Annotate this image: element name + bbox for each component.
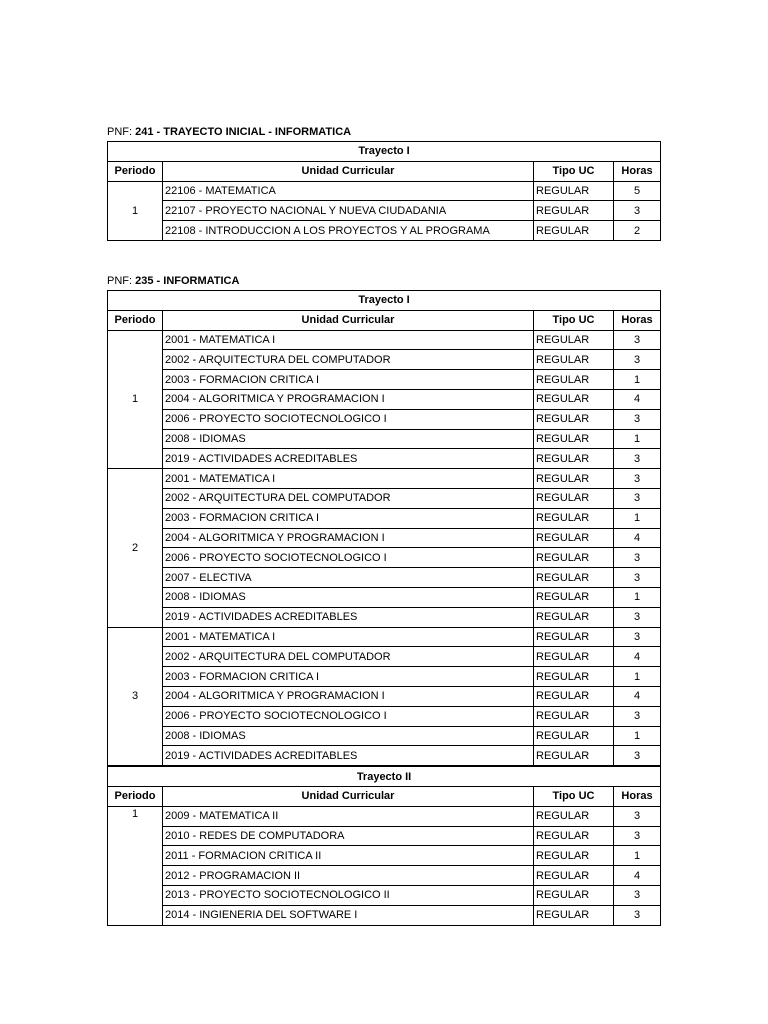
pnf-name: INFORMATICA: [163, 275, 240, 287]
curriculum-table-235: [107, 290, 661, 926]
table-row: [108, 846, 661, 866]
tipo-uc-cell: REGULAR: [534, 587, 614, 607]
unidad-curricular-cell: 2003 - FORMACION CRITICA I: [163, 667, 534, 687]
unidad-curricular-cell: 2001 - MATEMATICA I: [163, 627, 534, 647]
header-unidad-curricular: Unidad Curricular: [163, 310, 534, 330]
unidad-curricular-cell: 2019 - ACTIVIDADES ACREDITABLES: [163, 449, 534, 469]
pnf-code: 241: [135, 126, 154, 138]
horas-cell: 1: [614, 587, 661, 607]
tipo-uc-cell: REGULAR: [534, 389, 614, 409]
table-row: [108, 350, 661, 370]
unidad-curricular-cell: 2019 - ACTIVIDADES ACREDITABLES: [163, 746, 534, 766]
table-row: [108, 866, 661, 886]
periodo-cell: 3: [108, 627, 163, 766]
table-row: [108, 201, 661, 221]
horas-cell: 3: [614, 885, 661, 905]
table-row: [108, 409, 661, 429]
tipo-uc-cell: REGULAR: [534, 350, 614, 370]
table-row: [108, 389, 661, 409]
horas-cell: 1: [614, 667, 661, 687]
unidad-curricular-cell: 2004 - ALGORITMICA Y PROGRAMACION I: [163, 528, 534, 548]
table-row: [108, 449, 661, 469]
tipo-uc-cell: REGULAR: [534, 409, 614, 429]
pnf-caption-241: [107, 125, 351, 139]
tipo-uc-cell: REGULAR: [534, 706, 614, 726]
unidad-curricular-cell: 2003 - FORMACION CRITICA I: [163, 370, 534, 390]
unidad-curricular-cell: 2007 - ELECTIVA: [163, 568, 534, 588]
table-row: [108, 627, 661, 647]
horas-cell: 3: [614, 905, 661, 925]
table-row: [108, 587, 661, 607]
periodo-cell: 2: [108, 469, 163, 627]
unidad-curricular-cell: 22106 - MATEMATICA: [163, 181, 534, 201]
pnf-prefix: PNF:: [107, 275, 136, 287]
tipo-uc-cell: REGULAR: [534, 201, 614, 221]
tipo-uc-cell: REGULAR: [534, 627, 614, 647]
unidad-curricular-cell: 22107 - PROYECTO NACIONAL Y NUEVA CIUDADANIA: [163, 201, 534, 221]
header-periodo: Periodo: [108, 310, 163, 330]
tipo-uc-cell: REGULAR: [534, 826, 614, 846]
pnf-code: 235: [135, 275, 154, 287]
table-row: [108, 508, 661, 528]
table-row: [108, 746, 661, 766]
horas-cell: 3: [614, 409, 661, 429]
tipo-uc-cell: REGULAR: [534, 607, 614, 627]
pnf-name: TRAYECTO INICIAL - INFORMATICA: [163, 126, 352, 138]
unidad-curricular-cell: 2019 - ACTIVIDADES ACREDITABLES: [163, 607, 534, 627]
tipo-uc-cell: REGULAR: [534, 846, 614, 866]
header-tipo-uc: Tipo UC: [534, 310, 614, 330]
horas-cell: 5: [614, 181, 661, 201]
table-row: [108, 885, 661, 905]
unidad-curricular-cell: 2008 - IDIOMAS: [163, 587, 534, 607]
horas-cell: 3: [614, 201, 661, 221]
table-row: [108, 826, 661, 846]
horas-cell: 1: [614, 429, 661, 449]
pnf-prefix: PNF:: [107, 126, 136, 138]
tipo-uc-cell: REGULAR: [534, 181, 614, 201]
unidad-curricular-cell: 2004 - ALGORITMICA Y PROGRAMACION I: [163, 389, 534, 409]
table-row: [108, 667, 661, 687]
unidad-curricular-cell: 2002 - ARQUITECTURA DEL COMPUTADOR: [163, 488, 534, 508]
horas-cell: 3: [614, 548, 661, 568]
horas-cell: 3: [614, 806, 661, 826]
periodo-cell: 1: [108, 181, 163, 240]
tipo-uc-cell: REGULAR: [534, 548, 614, 568]
periodo-cell: 1: [108, 806, 163, 925]
horas-cell: 1: [614, 726, 661, 746]
horas-cell: 3: [614, 488, 661, 508]
horas-cell: 4: [614, 528, 661, 548]
horas-cell: 1: [614, 508, 661, 528]
unidad-curricular-cell: 2001 - MATEMATICA I: [163, 469, 534, 489]
table-row: [108, 370, 661, 390]
header-periodo: Periodo: [108, 786, 163, 806]
table-row: [108, 330, 661, 350]
table-row: [108, 706, 661, 726]
header-unidad-curricular: Unidad Curricular: [163, 786, 534, 806]
horas-cell: 2: [614, 221, 661, 241]
unidad-curricular-cell: 2008 - IDIOMAS: [163, 429, 534, 449]
horas-cell: 3: [614, 706, 661, 726]
horas-cell: 4: [614, 866, 661, 886]
horas-cell: 4: [614, 389, 661, 409]
horas-cell: 1: [614, 846, 661, 866]
tipo-uc-cell: REGULAR: [534, 905, 614, 925]
table-row: [108, 429, 661, 449]
table-row: [108, 607, 661, 627]
tipo-uc-cell: REGULAR: [534, 429, 614, 449]
header-horas: Horas: [614, 786, 661, 806]
trayecto-title-row: [108, 766, 661, 786]
table-row: [108, 647, 661, 667]
tipo-uc-cell: REGULAR: [534, 370, 614, 390]
trayecto-title-row: [108, 142, 661, 162]
table-row: [108, 221, 661, 241]
tipo-uc-cell: REGULAR: [534, 508, 614, 528]
curriculum-table-241: [107, 141, 661, 241]
tipo-uc-cell: REGULAR: [534, 726, 614, 746]
table-row: [108, 469, 661, 489]
table-row: [108, 548, 661, 568]
table-row: [108, 181, 661, 201]
tipo-uc-cell: REGULAR: [534, 686, 614, 706]
periodo-cell: 1: [108, 330, 163, 469]
tipo-uc-cell: REGULAR: [534, 885, 614, 905]
column-header-row: [108, 786, 661, 806]
tipo-uc-cell: REGULAR: [534, 806, 614, 826]
tipo-uc-cell: REGULAR: [534, 330, 614, 350]
horas-cell: 3: [614, 746, 661, 766]
header-horas: Horas: [614, 310, 661, 330]
unidad-curricular-cell: 2006 - PROYECTO SOCIOTECNOLOGICO I: [163, 409, 534, 429]
horas-cell: 4: [614, 647, 661, 667]
tipo-uc-cell: REGULAR: [534, 647, 614, 667]
unidad-curricular-cell: 2006 - PROYECTO SOCIOTECNOLOGICO I: [163, 548, 534, 568]
tipo-uc-cell: REGULAR: [534, 866, 614, 886]
tipo-uc-cell: REGULAR: [534, 449, 614, 469]
tipo-uc-cell: REGULAR: [534, 568, 614, 588]
horas-cell: 1: [614, 370, 661, 390]
tipo-uc-cell: REGULAR: [534, 469, 614, 489]
unidad-curricular-cell: 2004 - ALGORITMICA Y PROGRAMACION I: [163, 686, 534, 706]
tipo-uc-cell: REGULAR: [534, 221, 614, 241]
horas-cell: 4: [614, 686, 661, 706]
header-unidad-curricular: Unidad Curricular: [163, 161, 534, 181]
unidad-curricular-cell: 2008 - IDIOMAS: [163, 726, 534, 746]
horas-cell: 3: [614, 627, 661, 647]
column-header-row: [108, 161, 661, 181]
header-horas: Horas: [614, 161, 661, 181]
trayecto-title: Trayecto I: [108, 291, 661, 311]
unidad-curricular-cell: 2013 - PROYECTO SOCIOTECNOLOGICO II: [163, 885, 534, 905]
header-tipo-uc: Tipo UC: [534, 786, 614, 806]
unidad-curricular-cell: 2014 - INGIENERIA DEL SOFTWARE I: [163, 905, 534, 925]
unidad-curricular-cell: 2011 - FORMACION CRITICA II: [163, 846, 534, 866]
tipo-uc-cell: REGULAR: [534, 488, 614, 508]
horas-cell: 3: [614, 826, 661, 846]
horas-cell: 3: [614, 330, 661, 350]
table-row: [108, 568, 661, 588]
unidad-curricular-cell: 2002 - ARQUITECTURA DEL COMPUTADOR: [163, 350, 534, 370]
pnf-caption-235: [107, 274, 239, 288]
unidad-curricular-cell: 2001 - MATEMATICA I: [163, 330, 534, 350]
tipo-uc-cell: REGULAR: [534, 528, 614, 548]
unidad-curricular-cell: 2012 - PROGRAMACION II: [163, 866, 534, 886]
tipo-uc-cell: REGULAR: [534, 667, 614, 687]
table-row: [108, 528, 661, 548]
unidad-curricular-cell: 2009 - MATEMATICA II: [163, 806, 534, 826]
table-row: [108, 806, 661, 826]
tipo-uc-cell: REGULAR: [534, 746, 614, 766]
unidad-curricular-cell: 22108 - INTRODUCCION A LOS PROYECTOS Y AL PROGRAMA: [163, 221, 534, 241]
header-periodo: Periodo: [108, 161, 163, 181]
trayecto-title: Trayecto II: [108, 766, 661, 786]
header-tipo-uc: Tipo UC: [534, 161, 614, 181]
pnf-sep: -: [153, 126, 164, 138]
unidad-curricular-cell: 2002 - ARQUITECTURA DEL COMPUTADOR: [163, 647, 534, 667]
unidad-curricular-cell: 2010 - REDES DE COMPUTADORA: [163, 826, 534, 846]
horas-cell: 3: [614, 469, 661, 489]
trayecto-title-row: [108, 291, 661, 311]
table-row: [108, 488, 661, 508]
horas-cell: 3: [614, 350, 661, 370]
table-row: [108, 686, 661, 706]
table-row: [108, 726, 661, 746]
column-header-row: [108, 310, 661, 330]
trayecto-title: Trayecto I: [108, 142, 661, 162]
pnf-sep: -: [153, 275, 164, 287]
table-row: [108, 905, 661, 925]
unidad-curricular-cell: 2003 - FORMACION CRITICA I: [163, 508, 534, 528]
unidad-curricular-cell: 2006 - PROYECTO SOCIOTECNOLOGICO I: [163, 706, 534, 726]
horas-cell: 3: [614, 607, 661, 627]
horas-cell: 3: [614, 568, 661, 588]
horas-cell: 3: [614, 449, 661, 469]
